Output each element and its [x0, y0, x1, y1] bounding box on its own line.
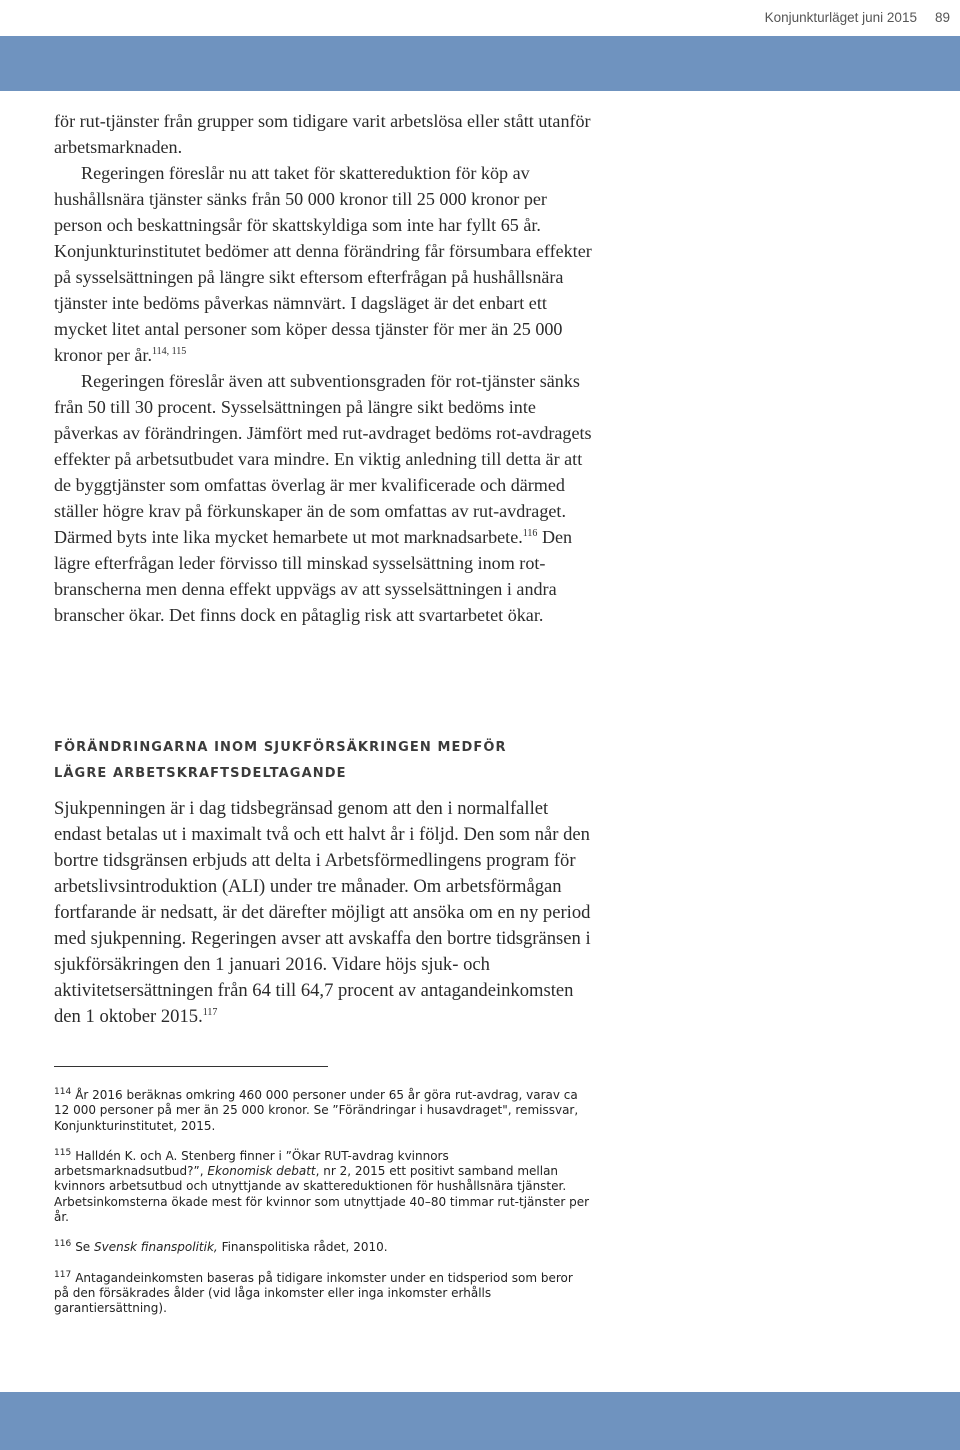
paragraph — [54, 368, 594, 628]
paragraph — [54, 160, 594, 368]
footnote-text: , nr 2, 2015 ett positivt samband mellan kvinnors arbetsutbud och utnyttjande av skattereduktionen för hushållsnära tjänster. Arbetsinkomsterna ökade mest för kvinnor som utnyttjade 40–80 timmar rut-tjänster per år. — [54, 1164, 590, 1225]
page-number: 89 — [934, 10, 950, 25]
footer-band — [0, 1392, 960, 1450]
header-band — [0, 36, 960, 91]
footnote-text: År 2016 beräknas omkring 460 000 personer under 65 år göra rut-avdrag, varav ca 12 000 personer på mer än 25 000 kronor. Se ”Förändringar i husavdraget", remissvar, Konjunkturinstitutet, 2015. — [54, 1088, 579, 1133]
footnote-italic: Svensk finanspolitik, — [94, 1240, 218, 1255]
footnote-ref[interactable]: 117 — [202, 1006, 218, 1018]
footnote-117 — [54, 1271, 589, 1317]
paragraph-text: för rut-tjänster från grupper som tidigare varit arbetslösa eller stått utanför arbetsmarknaden. — [54, 111, 591, 157]
footnote-number: 116 — [54, 1239, 72, 1250]
body-text — [54, 108, 594, 628]
footnote-114 — [54, 1088, 589, 1134]
footnote-text: Antagandeinkomsten baseras på tidigare inkomster under en tidsperiod som beror på den försäkrades ålder (vid låga inkomster eller inga inkomster erhålls garantiersättning). — [54, 1270, 573, 1316]
footnote-number: 115 — [54, 1147, 72, 1158]
footnote-ref[interactable]: 114, 115 — [151, 345, 187, 357]
header-title: Konjunkturläget juni 2015 — [764, 10, 917, 25]
running-header — [765, 0, 960, 36]
paragraph — [54, 796, 594, 1030]
footnote-text: Finanspolitiska rådet, 2010. — [217, 1240, 388, 1255]
paragraph-text: Den lägre efterfrågan leder förvisso till minskad sysselsättning inom rot-branscherna men denna effekt uppvägs av att sysselsättningen i andra branscher ökar. Det finns dock en påtaglig risk att svartarbetet ökar. — [54, 527, 573, 625]
footnote-116 — [54, 1240, 589, 1255]
footnote-number: 117 — [54, 1269, 72, 1280]
section-body — [54, 796, 594, 1030]
footnote-text: Se — [75, 1240, 95, 1255]
paragraph-text: Regeringen föreslår även att subventionsgraden för rot-tjänster sänks från 50 till 30 procent. Sysselsättningen på längre sikt bedöms inte påverkas av förändringen. Jämfört med rut-avdraget bedöms rot-avdragets effekter på arbetsutbudet vara mindre. En viktig anledning till detta är att de byggtjänster som omfattas överlag är mer kvalificerade och därmed ställer högre krav på förkunskaper än de som omfattas av rut-avdraget. Därmed byts inte lika mycket hemarbete ut mot marknadsarbete. — [54, 371, 592, 547]
section-heading — [54, 735, 614, 787]
paragraph — [54, 108, 594, 160]
paragraph-text: Sjukpenningen är i dag tidsbegränsad genom att den i normalfallet endast betalas ut i maximalt två och ett halvt år i följd. Den som når den bortre tidsgränsen erbjuds att delta i Arbetsförmedlingens program för arbetslivsintroduktion (ALI) under tre månader. Om arbetsförmågan fortfarande är nedsatt, är det därefter möjligt att ansöka om en ny period med sjukpenning. Regeringen avser att avskaffa den bortre tidsgränsen i sjukförsäkringen den 1 januari 2016. Vidare höjs sjuk- och aktivitetsersättningen från 64 till 64,7 procent av antagandeinkomsten den 1 oktober 2015. — [54, 798, 591, 1027]
section-heading-line: FÖRÄNDRINGARNA INOM SJUKFÖRSÄKRINGEN MEDFÖR — [54, 740, 507, 755]
footnotes — [54, 1088, 589, 1332]
footnote-italic: Ekonomisk debatt — [207, 1164, 316, 1179]
footnote-text: Halldén K. och A. Stenberg finner i ”Ökar RUT-avdrag kvinnors arbetsmarknadsutbud?”, — [54, 1148, 449, 1179]
footnote-number: 114 — [54, 1087, 72, 1097]
paragraph-text: Regeringen föreslår nu att taket för skattereduktion för köp av hushållsnära tjänster sänks från 50 000 kronor till 25 000 kronor per person och beskattningsår för skattskyldiga som inte har fyllt 65 år. Konjunkturinstitutet bedömer att denna förändring får försumbara effekter på sysselsättningen på längre sikt eftersom efterfrågan på hushållsnära tjänster inte bedöms påverkas nämnvärt. I dagsläget är det enbart ett mycket litet antal personer som köper dessa tjänster för mer än 25 000 kronor per år. — [54, 163, 592, 365]
footnote-divider — [54, 1066, 328, 1067]
section-heading-line: LÄGRE ARBETSKRAFTSDELTAGANDE — [54, 766, 347, 781]
footnote-115 — [54, 1149, 589, 1225]
footnote-ref[interactable]: 116 — [522, 527, 538, 539]
